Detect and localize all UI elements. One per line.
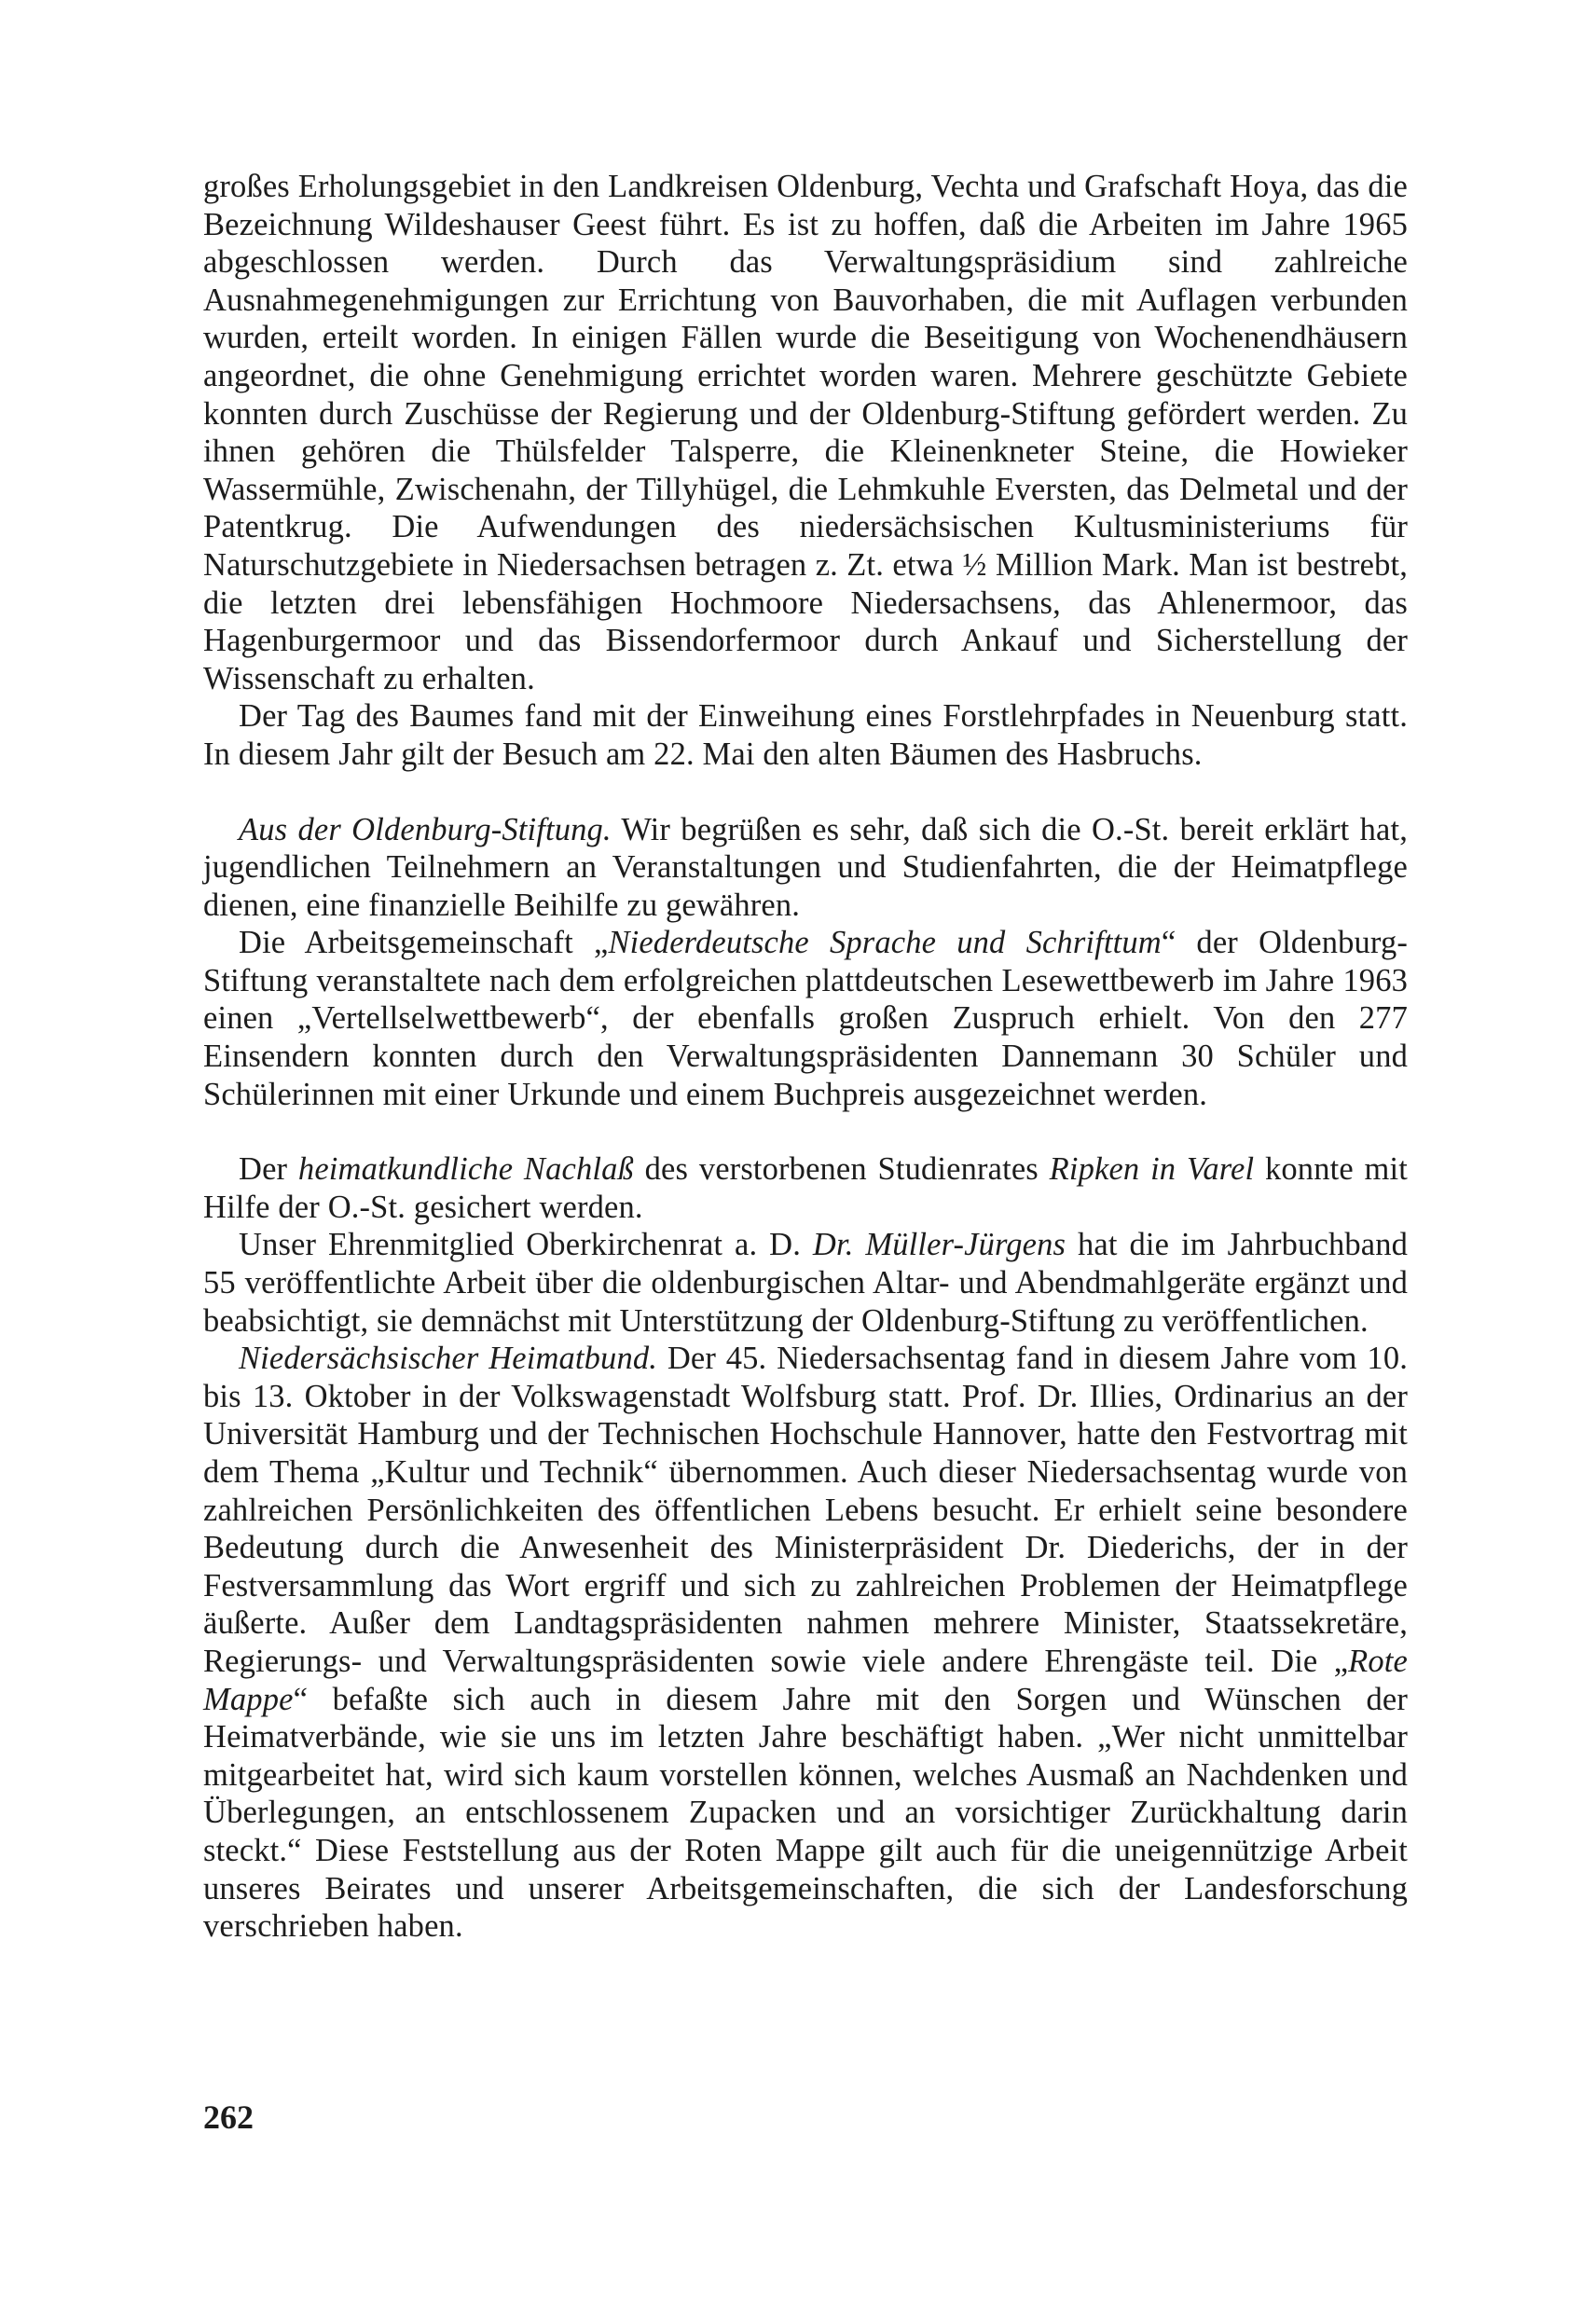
paragraph-estate-ripken <box>203 1150 1408 1226</box>
paragraph-tree-day <box>203 697 1408 773</box>
text-run: Unser Ehrenmitglied Oberkirchenrat a. D. <box>239 1227 813 1263</box>
text-run: hat die im Jahrbuchband 55 veröffentlichte Arbeit über die oldenburgischen Altar- und Abendmahlgeräte ergänzt und beabsichtigt, sie demnächst mit Unterstützung der Oldenburg-Stiftung zu veröffentlichen. <box>203 1227 1409 1339</box>
text-run: “ befaßte sich auch in diesem Jahre mit den Sorgen und Wünschen der Heimatverbände, wie sie uns im letzten Jahre beschäftigt haben. „Wer nicht unmittelbar mitgearbeitet hat, wird sich kaum vorstellen können, welches Ausmaß an Nachdenken und Überlegungen, an entschlossenem Zupacken und an vorsichtiger Zurückhaltung darin steckt.“ Diese Feststellung aus der Roten Mappe gilt auch für die uneigennützige Arbeit unseres Beirates und unserer Arbeitsgemeinschaften, die sich der Landesforschung verschrieben haben. <box>203 1681 1408 1945</box>
italic-text-run: heimatkundliche Nachlaß <box>297 1151 634 1188</box>
text-run: des verstorbenen Studienrates <box>633 1151 1050 1188</box>
paragraph-nature-reserves <box>203 168 1408 697</box>
text-run: “ der Oldenburg-Stiftung veranstaltete nach dem erfolgreichen plattdeutschen Lesewettbewerb im Jahre 1963 einen „Vertellselwettbewerb“, der ebenfalls großen Zuspruch erhielt. Von den 277 Einsendern konnten durch den Verwaltungspräsidenten Dannemann 30 Schüler und Schülerinnen mit einer Urkunde und einem Buchpreis ausgezeichnet werden. <box>203 925 1408 1112</box>
paragraph-low-german-working-group <box>203 924 1408 1113</box>
text-run: Der <box>239 1151 298 1188</box>
text-run: Die Arbeitsgemeinschaft „ <box>239 925 609 961</box>
italic-text-run: Aus der Oldenburg-Stiftung. <box>239 811 612 847</box>
page-number: 262 <box>203 2099 254 2136</box>
italic-text-run: Niederdeutsche Sprache und Schrifttum <box>608 925 1162 961</box>
italic-text-run: Niedersächsischer Heimatbund. <box>239 1341 658 1377</box>
text-run: Der 45. Niedersachsentag fand in diesem Jahre vom 10. bis 13. Oktober in der Volkswagenstadt Wolfsburg statt. Prof. Dr. Illies, Ordinarius an der Universität Hamburg und der Technischen Hochschule Hannover, hatte den Festvortrag mit dem Thema „Kultur und Technik“ übernommen. Auch dieser Niedersachsentag wurde von zahlreichen Persönlichkeiten des öffentlichen Lebens besucht. Er erhielt seine besondere Bedeutung durch die Anwesenheit des Ministerpräsident Dr. Diederichs, der in der Festversammlung das Wort ergriff und sich zu zahlreichen Problemen der Heimatpflege äußerte. Außer dem Landtagspräsidenten nahmen mehrere Minister, Staatssekretäre, Regierungs- und Verwaltungspräsidenten sowie viele andere Ehrengäste teil. Die „ <box>203 1341 1408 1679</box>
text-run: Der Tag des Baumes fand mit der Einweihung eines Forstlehrpfades in Neuenburg statt. In diesem Jahr gilt der Besuch am 22. Mai den alten Bäumen des Hasbruchs. <box>203 698 1408 772</box>
italic-text-run: Dr. Müller-Jürgens <box>812 1227 1066 1263</box>
text-run: konnte mit Hilfe der O.-St. gesichert werden. <box>203 1151 1408 1225</box>
paragraph-heimatbund <box>203 1340 1408 1946</box>
paragraph-oldenburg-foundation <box>203 811 1408 925</box>
italic-text-run: Ripken in Varel <box>1049 1151 1255 1188</box>
text-run: Wir begrüßen es sehr, daß sich die O.-St. bereit erklärt hat, jugendlichen Teilnehmern an Veranstaltungen und Studienfahrten, die der Heimatpflege dienen, eine finanzielle Beihilfe zu gewähren. <box>203 811 1408 923</box>
italic-text-run: Rote Mappe <box>203 1643 1408 1717</box>
document-body <box>203 168 1408 1946</box>
paragraph-mueller-juergens <box>203 1226 1408 1340</box>
text-run: großes Erholungsgebiet in den Landkreisen Oldenburg, Vechta und Grafschaft Hoya, das die Bezeichnung Wildeshauser Geest führt. Es ist zu hoffen, daß die Arbeiten im Jahre 1965 abgeschlossen werden. Durch das Verwaltungspräsidium sind zahlreiche Ausnahmegenehmigungen zur Errichtung von Bauvorhaben, die mit Auflagen verbunden wurden, erteilt worden. In einigen Fällen wurde die Beseitigung von Wochenendhäusern angeordnet, die ohne Genehmigung errichtet worden waren. Mehrere geschützte Gebiete konnten durch Zuschüsse der Regierung und der Oldenburg-Stiftung gefördert werden. Zu ihnen gehören die Thülsfelder Talsperre, die Kleinenkneter Steine, die Howieker Wassermühle, Zwischenahn, der Tillyhügel, die Lehmkuhle Eversten, das Delmetal und der Patentkrug. Die Aufwendungen des niedersächsischen Kultusministeriums für Naturschutzgebiete in Niedersachsen betragen z. Zt. etwa ½ Million Mark. Man ist bestrebt, die letzten drei lebensfähigen Hochmoore Niedersachsens, das Ahlenermoor, das Hagenburgermoor und das Bissendorfermoor durch Ankauf und Sicherstellung der Wissenschaft zu erhalten. <box>203 169 1408 696</box>
